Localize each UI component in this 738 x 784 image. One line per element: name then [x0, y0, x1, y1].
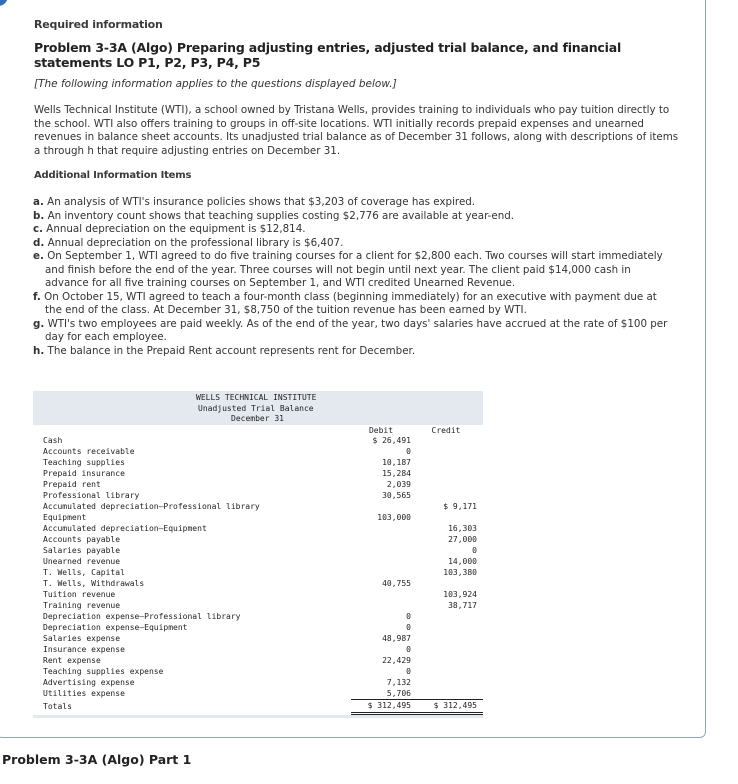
additional-item: [33, 318, 673, 345]
credit-amount: [415, 666, 483, 677]
debit-amount: [351, 501, 415, 512]
table-row: [33, 655, 483, 666]
credit-amount: 27,000: [448, 535, 477, 544]
debit-amount: 48,987: [382, 634, 411, 643]
trial-balance-panel: [33, 391, 483, 718]
credit-amount: [415, 468, 483, 479]
account-name: Accounts receivable: [43, 447, 135, 456]
account-name: Professional library: [43, 491, 140, 500]
required-information-heading: Required information: [34, 18, 163, 31]
additional-information-heading: Additional Information Items: [34, 170, 192, 181]
credit-amount: [415, 512, 483, 523]
item-text: WTI's two employees are paid weekly. As of the end of the year, two days' salaries have accrued at the rate of $100 per day for each employee.: [45, 317, 668, 343]
additional-information-list: [33, 196, 673, 358]
debit-amount: $ 26,491: [372, 436, 411, 445]
item-text: An analysis of WTI's insurance policies shows that $3,203 of coverage has expired.: [47, 196, 476, 208]
totals-row: [33, 699, 483, 713]
account-name: Insurance expense: [43, 645, 125, 654]
account-name: Salaries payable: [43, 546, 121, 555]
credit-amount: [415, 677, 483, 688]
credit-amount: 103,380: [443, 568, 477, 577]
credit-amount: [415, 633, 483, 644]
table-row: [33, 611, 483, 622]
table-row: [33, 677, 483, 688]
table-row: [33, 534, 483, 545]
additional-item: [33, 237, 673, 251]
additional-item: [33, 223, 673, 237]
statement-date: December 31: [231, 414, 284, 423]
table-row: [33, 457, 483, 468]
item-letter: f.: [33, 290, 41, 303]
debit-amount: 2,039: [386, 480, 411, 489]
credit-amount: 103,924: [443, 590, 477, 599]
credit-amount: [415, 622, 483, 633]
debit-column-header: Debit: [368, 425, 394, 435]
credit-amount: [415, 688, 483, 699]
debit-amount: 10,187: [382, 458, 411, 467]
debit-amount: 30,565: [382, 491, 411, 500]
part-title: Problem 3-3A (Algo) Part 1: [2, 752, 192, 767]
table-row: [33, 468, 483, 479]
account-name: Training revenue: [43, 601, 121, 610]
debit-amount: 5,706: [351, 688, 415, 699]
account-name: T. Wells, Withdrawals: [43, 579, 145, 588]
intro-paragraph: Wells Technical Institute (WTI), a school owned by Tristana Wells, provides training to individuals who pay tuition directly to the school. WTI also offers training to groups in off-site locations. WTI initially records prepaid expenses and unearned revenues in balance sheet accounts. Its unadjusted trial balance as of December 31 follows, along with descriptions of items a through h that require adjusting entries on December 31.: [34, 104, 679, 157]
debit-amount: 40,755: [382, 579, 411, 588]
credit-column-header: Credit: [431, 425, 461, 435]
account-name: Unearned revenue: [43, 557, 121, 566]
table-row: [33, 512, 483, 523]
account-name: Cash: [43, 436, 63, 445]
table-row: [33, 622, 483, 633]
debit-amount: $ 312,495: [351, 699, 415, 713]
item-letter: e.: [33, 250, 44, 262]
table-row: [33, 523, 483, 534]
table-row: [33, 490, 483, 501]
table-row: [33, 589, 483, 600]
table-row: [33, 644, 483, 655]
credit-amount: 14,000: [448, 557, 477, 566]
debit-amount: 0: [406, 612, 411, 621]
account-name: Teaching supplies: [43, 458, 125, 467]
column-header-row: [33, 425, 483, 435]
table-row: [33, 567, 483, 578]
table-row: [33, 578, 483, 589]
table-row: [33, 435, 483, 446]
additional-item: [33, 345, 673, 359]
table-row: [33, 600, 483, 611]
account-name: Utilities expense: [43, 689, 125, 698]
item-text: An inventory count shows that teaching supplies costing $2,776 are available at year-end.: [47, 209, 515, 222]
table-row: [33, 666, 483, 677]
table-row: [33, 479, 483, 490]
statement-name: Unadjusted Trial Balance: [198, 403, 314, 413]
credit-amount: $ 9,171: [443, 502, 477, 511]
credit-amount: [415, 479, 483, 490]
debit-amount: [351, 523, 415, 534]
credit-amount: [415, 578, 483, 589]
item-letter: d.: [33, 236, 45, 249]
additional-item: [33, 291, 673, 318]
item-text: On October 15, WTI agreed to teach a four-month class (beginning immediately) for an executive with payment due at the end of the class. At December 31, $8,750 of the tuition revenue has been earned by WTI.: [44, 290, 657, 316]
item-letter: h.: [33, 344, 45, 357]
debit-amount: [351, 545, 415, 556]
additional-item: [33, 250, 673, 291]
debit-amount: [351, 567, 415, 578]
debit-amount: 22,429: [382, 656, 411, 665]
company-name: WELLS TECHNICAL INSTITUTE: [196, 393, 317, 402]
credit-amount: [415, 490, 483, 501]
debit-amount: 0: [406, 623, 411, 632]
account-name: Teaching supplies expense: [43, 667, 164, 676]
item-text: Annual depreciation on the equipment is $12,814.: [46, 223, 306, 235]
account-name: Depreciation expense—Professional library: [43, 612, 241, 621]
table-row: [33, 556, 483, 567]
problem-title: Problem 3-3A (Algo) Preparing adjusting entries, adjusted trial balance, and financial statements LO P1, P2, P3, P4, P5: [34, 40, 622, 70]
account-name: T. Wells, Capital: [43, 568, 125, 577]
additional-item: [33, 196, 673, 210]
account-name: Accumulated depreciation—Professional library: [43, 502, 260, 511]
account-name: Tuition revenue: [43, 590, 116, 599]
account-name: Rent expense: [43, 656, 101, 665]
debit-amount: [351, 556, 415, 567]
account-name: Accounts payable: [43, 535, 121, 544]
credit-amount: [415, 644, 483, 655]
debit-amount: 0: [406, 447, 411, 456]
account-name: Accumulated depreciation—Equipment: [43, 524, 207, 533]
item-letter: g.: [33, 317, 45, 330]
debit-amount: 0: [406, 667, 411, 676]
debit-amount: 103,000: [377, 513, 411, 522]
table-row: [33, 633, 483, 644]
item-text: On September 1, WTI agreed to do five training courses for a client for $2,800 each. Two courses will start immediately and finish before the end of the year. Three courses will not begin until next year. The client paid $14,000 cash in advance for all five training courses on September 1, and WTI credited Unearned Revenue.: [45, 250, 663, 289]
credit-amount: [415, 435, 483, 446]
debit-amount: [351, 534, 415, 545]
item-letter: a.: [33, 196, 44, 208]
credit-amount: [415, 611, 483, 622]
account-name: Equipment: [43, 513, 87, 522]
debit-amount: [351, 589, 415, 600]
table-row: [33, 446, 483, 457]
debit-amount: [351, 600, 415, 611]
item-letter: b.: [33, 209, 45, 222]
trial-balance-table: [33, 425, 483, 715]
credit-amount: [415, 655, 483, 666]
account-name: Salaries expense: [43, 634, 121, 643]
alert-icon: [0, 0, 8, 6]
debit-amount: 15,284: [382, 469, 411, 478]
account-name: Totals: [43, 701, 72, 711]
account-name: Prepaid insurance: [43, 469, 125, 478]
credit-amount: $ 312,495: [415, 699, 483, 713]
additional-item: [33, 210, 673, 224]
trial-balance-heading: [33, 393, 483, 425]
debit-amount: 7,132: [386, 678, 411, 687]
credit-amount: 16,303: [448, 524, 477, 533]
item-text: The balance in the Prepaid Rent account represents rent for December.: [47, 344, 416, 357]
account-name: Prepaid rent: [43, 480, 101, 489]
account-name: Depreciation expense—Equipment: [43, 623, 188, 632]
account-name: Advertising expense: [43, 678, 135, 687]
applies-note: [The following information applies to the questions displayed below.]: [34, 78, 397, 90]
table-row: [33, 545, 483, 556]
debit-amount: 0: [406, 645, 411, 654]
credit-amount: 38,717: [448, 601, 477, 610]
credit-amount: [415, 457, 483, 468]
item-text: Annual depreciation on the professional library is $6,407.: [47, 236, 344, 249]
table-row: [33, 501, 483, 512]
item-letter: c.: [33, 223, 44, 235]
credit-amount: [415, 446, 483, 457]
table-row: [33, 688, 483, 699]
credit-amount: 0: [472, 546, 477, 555]
